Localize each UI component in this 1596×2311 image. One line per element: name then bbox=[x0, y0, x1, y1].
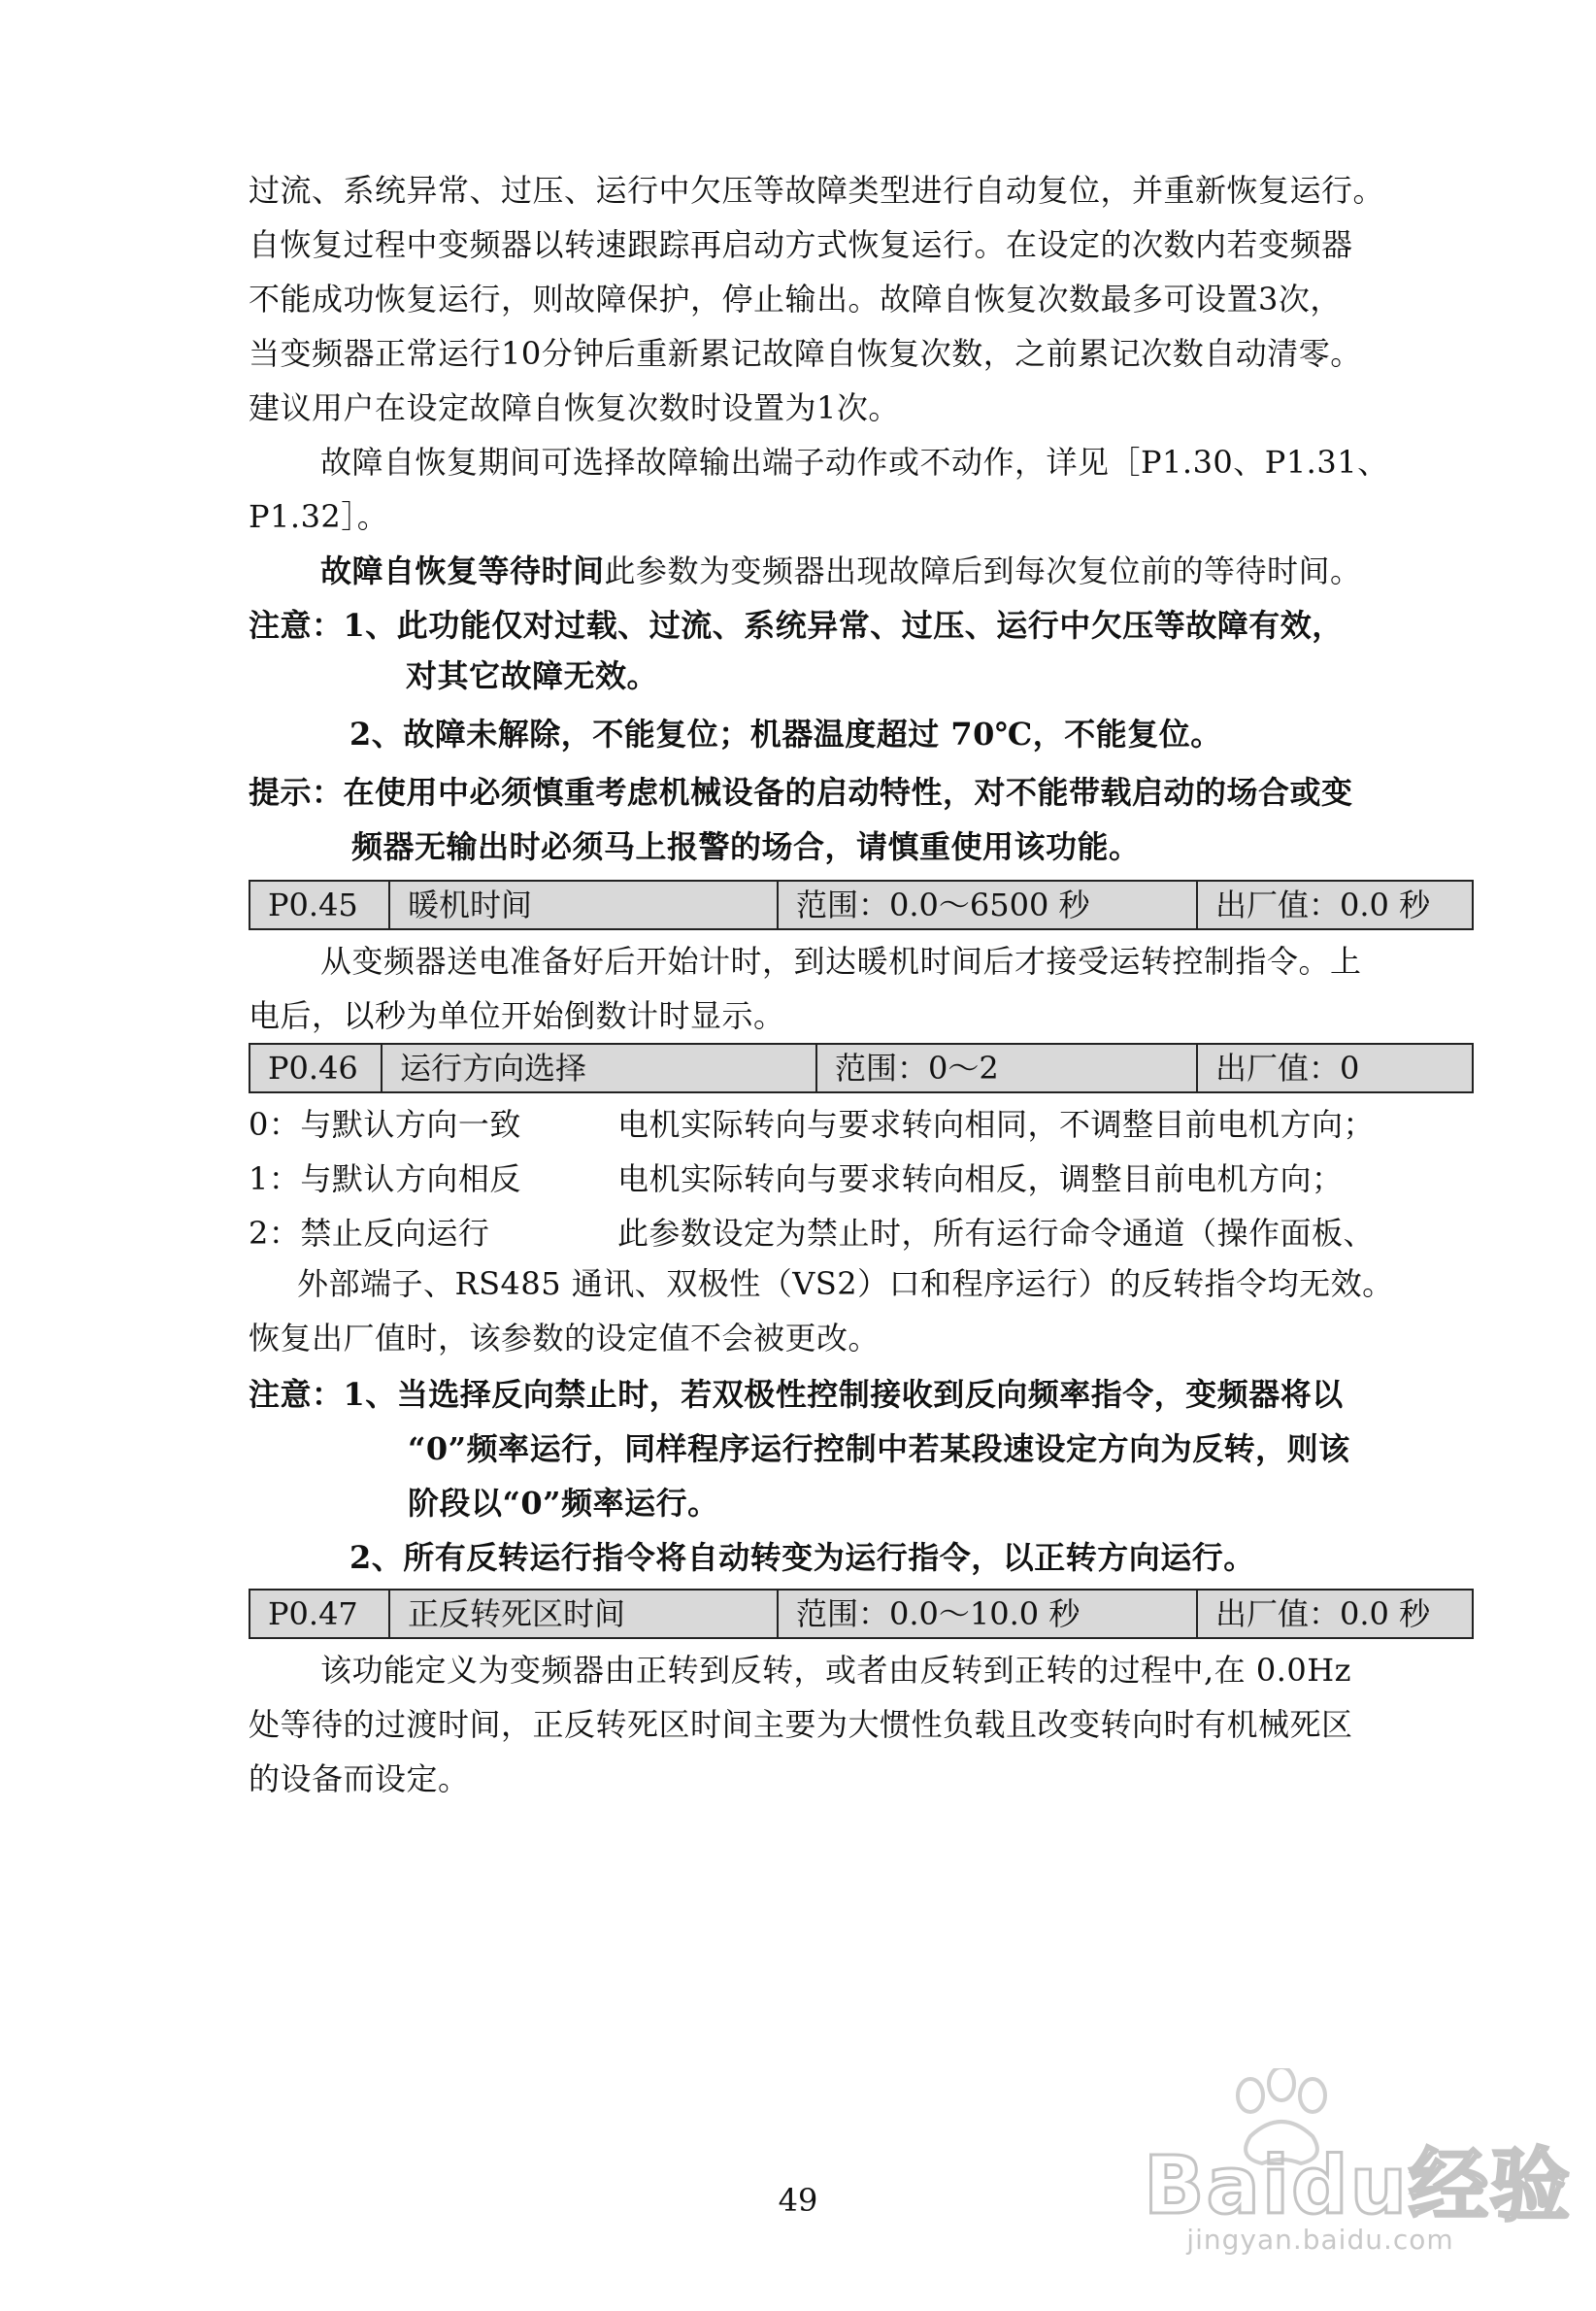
note-line: 注意：1、当选择反向禁止时，若双极性控制接收到反向频率指令，变频器将以 bbox=[249, 1376, 1344, 1413]
paragraph-line: 该功能定义为变频器由正转到反转，或者由反转到正转的过程中,在 0.0Hz bbox=[320, 1652, 1352, 1689]
param-code: P0.47 bbox=[250, 1591, 390, 1637]
watermark-url: jingyan.baidu.com bbox=[1186, 2224, 1454, 2256]
option-desc: 电机实际转向与要求转向相同，不调整目前电机方向； bbox=[617, 1106, 1376, 1143]
option-key: 2：禁止反向运行 bbox=[249, 1215, 490, 1252]
paragraph-line: 处等待的过渡时间，正反转死区时间主要为大惯性负载且改变转向时有机械死区 bbox=[249, 1706, 1353, 1743]
paragraph-line: 自恢复过程中变频器以转速跟踪再启动方式恢复运行。在设定的次数内若变频器 bbox=[249, 226, 1353, 263]
param-code: P0.45 bbox=[250, 882, 390, 928]
tip-line: 频器无输出时必须马上报警的场合，请慎重使用该功能。 bbox=[351, 828, 1141, 865]
paragraph-line: 故障自恢复期间可选择故障输出端子动作或不动作，详见［P1.30、P1.31、 bbox=[320, 444, 1389, 481]
param-row-p047 bbox=[249, 1589, 1474, 1639]
param-range: 范围：0.0～10.0 秒 bbox=[779, 1591, 1198, 1637]
option-key: 0：与默认方向一致 bbox=[249, 1106, 521, 1143]
option-desc: 电机实际转向与要求转向相反，调整目前电机方向； bbox=[617, 1160, 1344, 1197]
wait-time-title: 故障自恢复等待时间 bbox=[320, 553, 605, 589]
option-key: 1：与默认方向相反 bbox=[249, 1160, 521, 1197]
paragraph-line: 不能成功恢复运行，则故障保护，停止输出。故障自恢复次数最多可设置3次， bbox=[249, 281, 1342, 318]
watermark-brand: Baidu经验 bbox=[1144, 2140, 1573, 2232]
page-number: 49 bbox=[778, 2182, 818, 2219]
param-name: 正反转死区时间 bbox=[390, 1591, 779, 1637]
note-line: 阶段以“0”频率运行。 bbox=[408, 1485, 719, 1522]
paragraph-line: 恢复出厂值时，该参数的设定值不会被更改。 bbox=[249, 1320, 881, 1356]
note-line: 2、故障未解除，不能复位；机器温度超过 70℃，不能复位。 bbox=[349, 716, 1222, 753]
paragraph-line: P1.32］。 bbox=[249, 498, 389, 535]
note-line: 对其它故障无效。 bbox=[406, 657, 659, 694]
tip-line: 提示：在使用中必须慎重考虑机械设备的启动特性，对不能带载启动的场合或变 bbox=[249, 774, 1353, 811]
paragraph-line: 当变频器正常运行10分钟后重新累记故障自恢复次数，之前累记次数自动清零。 bbox=[249, 335, 1362, 372]
param-name: 运行方向选择 bbox=[382, 1045, 817, 1091]
param-name: 暖机时间 bbox=[390, 882, 779, 928]
param-range: 范围：0～2 bbox=[817, 1045, 1198, 1091]
wait-time-desc: 此参数为变频器出现故障后到每次复位前的等待时间。 bbox=[604, 553, 1362, 589]
note-line: “0”频率运行，同样程序运行控制中若某段速设定方向为反转，则该 bbox=[408, 1430, 1350, 1467]
paragraph-line: 建议用户在设定故障自恢复次数时设置为1次。 bbox=[249, 389, 900, 426]
option-desc: 此参数设定为禁止时，所有运行命令通道（操作面板、 bbox=[617, 1215, 1376, 1252]
paragraph-line: 的设备而设定。 bbox=[249, 1760, 470, 1797]
paragraph-line: 外部端子、RS485 通讯、双极性（VS2）口和程序运行）的反转指令均无效。 bbox=[297, 1265, 1394, 1302]
param-range: 范围：0.0～6500 秒 bbox=[779, 882, 1198, 928]
paragraph-line: 过流、系统异常、过压、运行中欠压等故障类型进行自动复位，并重新恢复运行。 bbox=[249, 172, 1385, 209]
param-row-p046 bbox=[249, 1043, 1474, 1093]
paragraph-line: 从变频器送电准备好后开始计时，到达暖机时间后才接受运转控制指令。上 bbox=[320, 943, 1362, 980]
param-row-p045 bbox=[249, 880, 1474, 930]
param-default: 出厂值：0.0 秒 bbox=[1215, 887, 1431, 923]
param-code: P0.46 bbox=[250, 1045, 382, 1091]
paragraph-line: 电后，以秒为单位开始倒数计时显示。 bbox=[249, 997, 785, 1034]
note-line: 2、所有反转运行指令将自动转变为运行指令，以正转方向运行。 bbox=[349, 1539, 1255, 1576]
note-line: 注意：1、此功能仅对过载、过流、系统异常、过压、运行中欠压等故障有效， bbox=[249, 607, 1344, 644]
wait-time-line bbox=[320, 550, 1362, 592]
param-default: 出厂值：0 bbox=[1215, 1050, 1360, 1087]
param-default: 出厂值：0.0 秒 bbox=[1215, 1595, 1431, 1632]
